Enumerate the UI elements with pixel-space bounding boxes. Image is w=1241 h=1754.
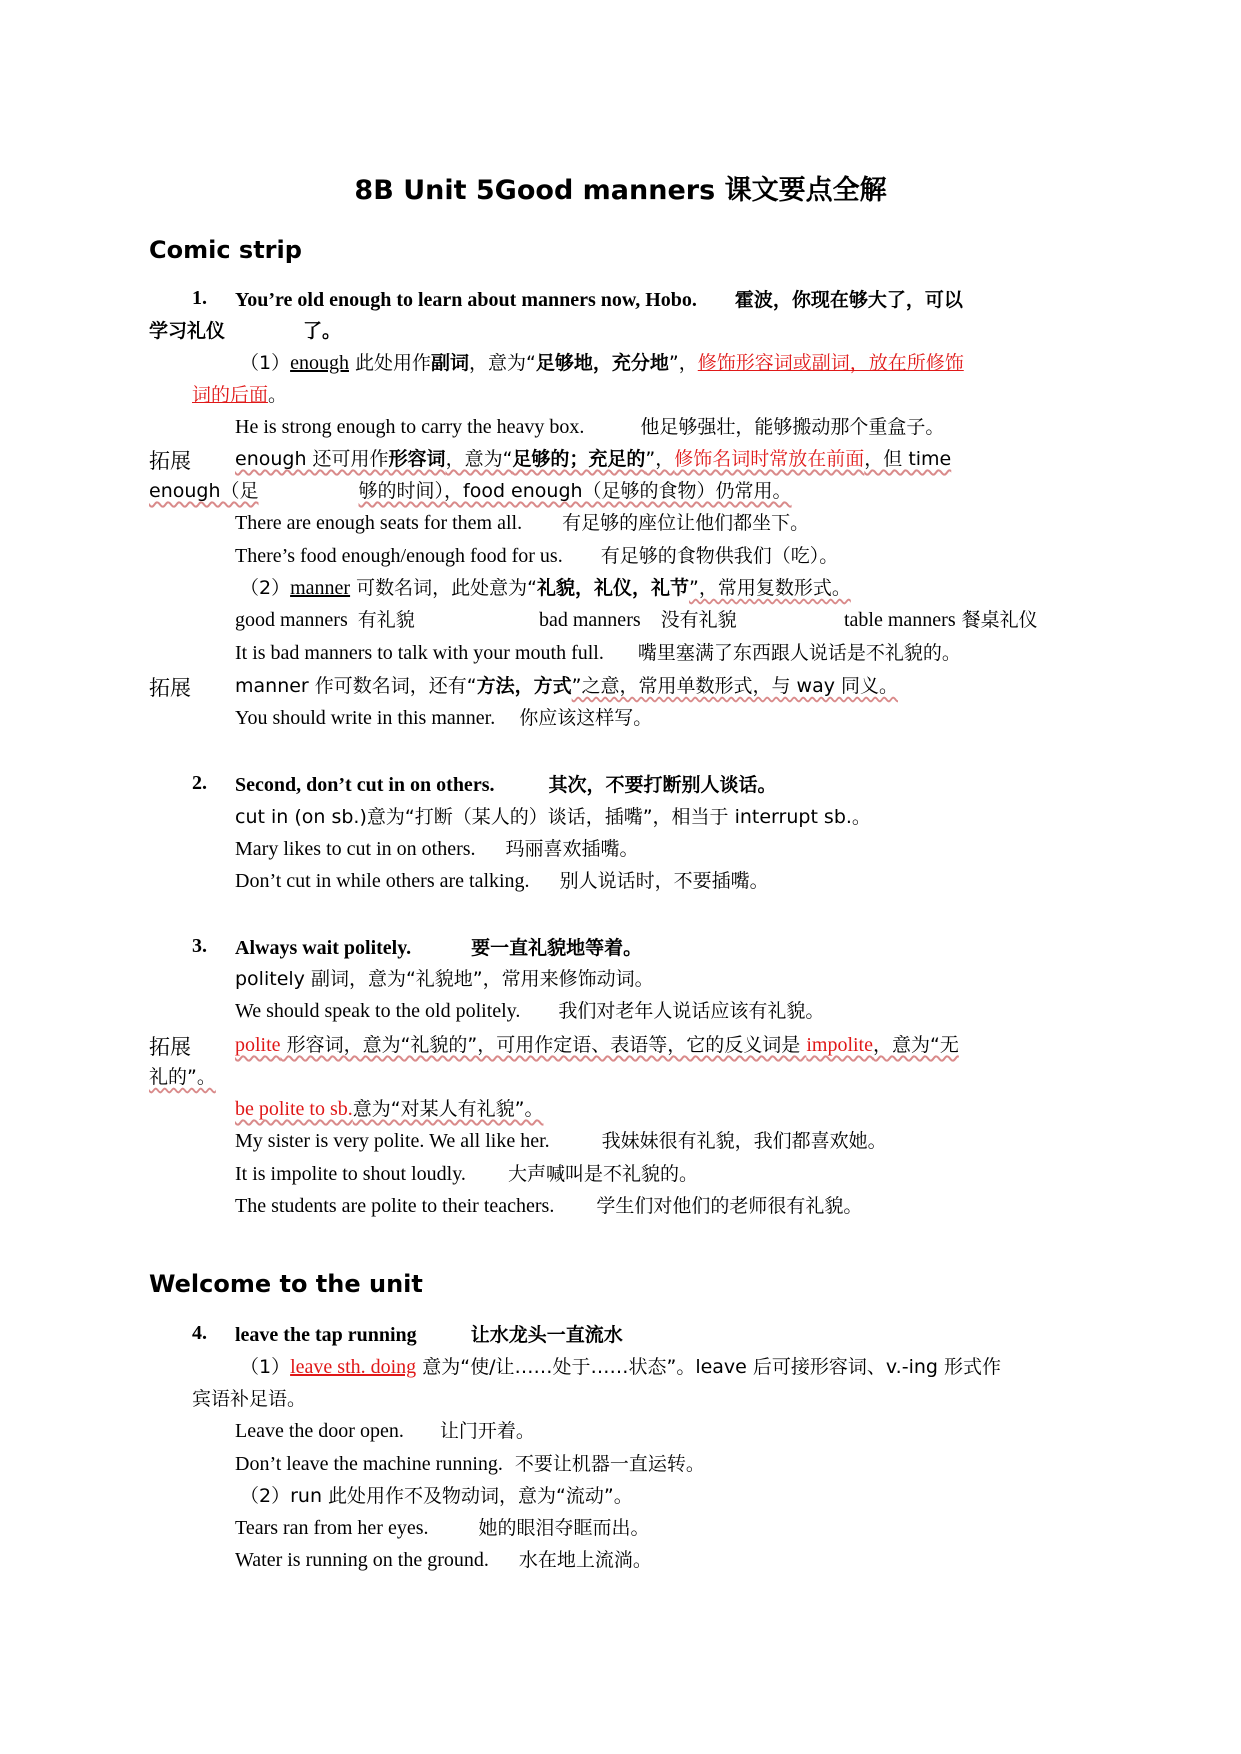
vocab-row: [844, 607, 1038, 633]
chinese-translation: 要一直礼貌地等着。: [471, 937, 643, 959]
extension-tag: 拓展: [149, 676, 191, 700]
example-row: [235, 1128, 887, 1154]
definition-text: cut in (on sb.)意为“打断（某人的）谈话，插嘴”，相当于 interrupt sb.。: [235, 806, 871, 828]
keyword: manner: [290, 577, 351, 599]
example-chinese: 我妹妹很有礼貌，我们都喜欢她。: [601, 1130, 887, 1152]
item-number: 1.: [192, 287, 207, 309]
note-leave-sth-doing: [240, 1354, 1001, 1380]
vocab-english: bad manners: [539, 609, 641, 631]
extension-tag: 拓展: [149, 449, 191, 473]
example-row: [235, 1547, 652, 1573]
note-number: （1）: [240, 352, 291, 374]
note-text: 可数名词，此处意为“: [350, 577, 537, 599]
keyword: enough: [290, 352, 349, 374]
note-enough-adverb-cont: [192, 382, 287, 408]
example-row: [235, 543, 838, 569]
note-bold: 形容词: [388, 448, 446, 470]
note-highlight: 词的后面: [192, 384, 269, 406]
section-heading-welcome: Welcome to the unit: [149, 1270, 423, 1298]
note-text: 意为“使/让……处于……状态”。leave 后可接形容词、v.-ing 形式作: [416, 1356, 1001, 1378]
note-bold: 副词: [431, 352, 470, 374]
example-english: My sister is very polite. We all like her.: [235, 1130, 550, 1152]
example-row: [235, 1451, 705, 1477]
item-1-sentence: [235, 287, 963, 313]
note-text: 。: [268, 384, 288, 406]
example-chinese: 他足够强壮，能够搬动那个重盒子。: [640, 416, 945, 438]
note-enough-adverb: [240, 350, 964, 376]
note-highlight: leave sth. doing: [290, 1356, 417, 1378]
extension-manner: [235, 673, 898, 699]
note-bold: 足够的；充足的: [512, 448, 646, 470]
example-chinese: 学生们对他们的老师很有礼貌。: [596, 1195, 863, 1217]
note-text: 形容词，意为“礼貌的”，可用作定语、表语等，它的反义词是: [280, 1034, 807, 1056]
note-text: enough 还可用作: [235, 448, 389, 470]
english-sentence: Always wait politely.: [235, 937, 412, 959]
example-english: Don’t cut in while others are talking.: [235, 870, 530, 892]
note-highlight: polite: [235, 1034, 281, 1056]
example-chinese: 她的眼泪夺眶而出。: [478, 1517, 650, 1539]
note-text: manner 作可数名词，还有“: [235, 675, 477, 697]
example-row: [235, 836, 639, 862]
example-chinese: 玛丽喜欢插嘴。: [505, 838, 639, 860]
definition: [235, 804, 871, 830]
example-row: [235, 1515, 650, 1541]
example-chinese: 嘴里塞满了东西跟人说话是不礼貌的。: [637, 642, 961, 664]
example-english: Tears ran from her eyes.: [235, 1517, 429, 1539]
note-text: ，意为“: [469, 352, 536, 374]
example-chinese: 不要让机器一直运转。: [514, 1453, 705, 1475]
note-bold: 足够地，充分地: [535, 352, 669, 374]
note-text: ，但 time: [864, 448, 952, 470]
vocab-row: [235, 607, 415, 633]
vocab-english: table manners: [844, 609, 956, 631]
example-english: We should speak to the old politely.: [235, 1000, 521, 1022]
example-row: [235, 705, 652, 731]
english-sentence: Second, don’t cut in on others.: [235, 774, 495, 796]
note-bold: 方法，方式: [476, 675, 572, 697]
example-chinese: 让门开着。: [439, 1420, 535, 1442]
example-chinese: 水在地上流淌。: [518, 1549, 652, 1571]
example-row: [235, 868, 769, 894]
note-text: 宾语补足语。: [192, 1388, 307, 1410]
example-chinese: 别人说话时，不要插嘴。: [559, 870, 769, 892]
vocab-chinese: 有礼貌: [357, 609, 415, 631]
vocab-chinese: 餐桌礼仪: [961, 609, 1038, 631]
example-english: Don’t leave the machine running.: [235, 1453, 503, 1475]
page-title: 8B Unit 5Good manners 课文要点全解: [354, 175, 887, 206]
example-row: [235, 1418, 535, 1444]
example-english: It is bad manners to talk with your mouth full.: [235, 642, 604, 664]
note-text: ”，: [668, 352, 698, 374]
chinese-translation: 让水龙头一直流水: [470, 1324, 623, 1346]
note-highlight: 修饰形容词或副词，放在所修饰: [697, 352, 964, 374]
phrase-meaning: 意为“对某人有礼貌”。: [352, 1098, 544, 1120]
example-english: There’s food enough/enough food for us.: [235, 545, 563, 567]
note-text: （2）run 此处用作不及物动词，意为“流动”。: [240, 1485, 633, 1507]
definition: [235, 966, 654, 992]
example-row: [235, 414, 944, 440]
item-number: 4.: [192, 1322, 207, 1344]
example-english: The students are polite to their teachers.: [235, 1195, 555, 1217]
example-row: [235, 640, 961, 666]
example-english: Mary likes to cut in on others.: [235, 838, 476, 860]
extension-polite-cont: [149, 1064, 216, 1090]
note-run: [240, 1483, 633, 1509]
example-english: Leave the door open.: [235, 1420, 404, 1442]
note-text: ，意为“: [445, 448, 513, 470]
note-highlight: 修饰名词时常放在前面: [674, 448, 865, 470]
vocab-english: good manners: [235, 609, 348, 631]
chinese-translation: 其次，不要打断别人谈话。: [548, 774, 777, 796]
note-text: enough（足: [149, 480, 259, 502]
phrase-row: [235, 1096, 543, 1122]
note-text: 够的时间），food enough（足够的食物）仍常用。: [358, 480, 792, 502]
item-3-sentence: [235, 935, 642, 961]
extension-enough-cont: [149, 478, 792, 504]
chinese-translation: 霍波，你现在够大了，可以: [734, 289, 963, 311]
item-number: 2.: [192, 772, 207, 794]
example-english: He is strong enough to carry the heavy box.: [235, 416, 585, 438]
item-2-sentence: [235, 772, 777, 798]
example-chinese: 我们对老年人说话应该有礼貌。: [558, 1000, 825, 1022]
english-phrase: leave the tap running: [235, 1324, 417, 1346]
example-chinese: 有足够的食物供我们（吃）。: [600, 545, 839, 567]
example-chinese: 你应该这样写。: [519, 707, 653, 729]
note-text: 此处用作: [348, 352, 432, 374]
example-chinese: 有足够的座位让他们都坐下。: [562, 512, 810, 534]
note-highlight: impolite: [806, 1034, 873, 1056]
example-english: You should write in this manner.: [235, 707, 496, 729]
note-number: （2）: [240, 577, 291, 599]
item-number: 3.: [192, 935, 207, 957]
example-english: It is impolite to shout loudly.: [235, 1163, 466, 1185]
note-leave-cont: [192, 1386, 306, 1412]
phrase-highlight: be polite to sb.: [235, 1098, 353, 1120]
note-manner: [240, 575, 851, 601]
extension-polite: [235, 1032, 959, 1058]
vocab-chinese: 没有礼貌: [660, 609, 737, 631]
english-sentence: You’re old enough to learn about manners now, Hobo.: [235, 289, 697, 311]
example-english: There are enough seats for them all.: [235, 512, 523, 534]
example-row: [235, 1193, 862, 1219]
note-bold: 礼貌，礼仪，礼节: [536, 577, 689, 599]
example-row: [235, 1161, 698, 1187]
note-number: （1）: [240, 1356, 291, 1378]
example-chinese: 大声喊叫是不礼貌的。: [507, 1163, 698, 1185]
translation-part: 了。: [303, 320, 342, 342]
section-heading-comic-strip: Comic strip: [149, 236, 302, 264]
extension-tag: 拓展: [149, 1035, 191, 1059]
example-row: [235, 998, 824, 1024]
definition-text: politely 副词，意为“礼貌地”，常用来修饰动词。: [235, 968, 654, 990]
note-text: ”，常用复数形式。: [688, 577, 851, 599]
note-text: 礼的”。: [149, 1066, 216, 1088]
item-4-phrase: [235, 1322, 623, 1348]
translation-part: 学习礼仪: [149, 320, 226, 342]
note-text: ”，: [645, 448, 675, 470]
item-1-translation-cont: [149, 318, 341, 344]
extension-enough-adjective: [235, 446, 951, 472]
example-english: Water is running on the ground.: [235, 1549, 489, 1571]
example-row: [235, 510, 809, 536]
vocab-row: [539, 607, 737, 633]
note-text: ”之意，常用单数形式，与 way 同义。: [571, 675, 898, 697]
note-text: ，意为“无: [873, 1034, 959, 1056]
